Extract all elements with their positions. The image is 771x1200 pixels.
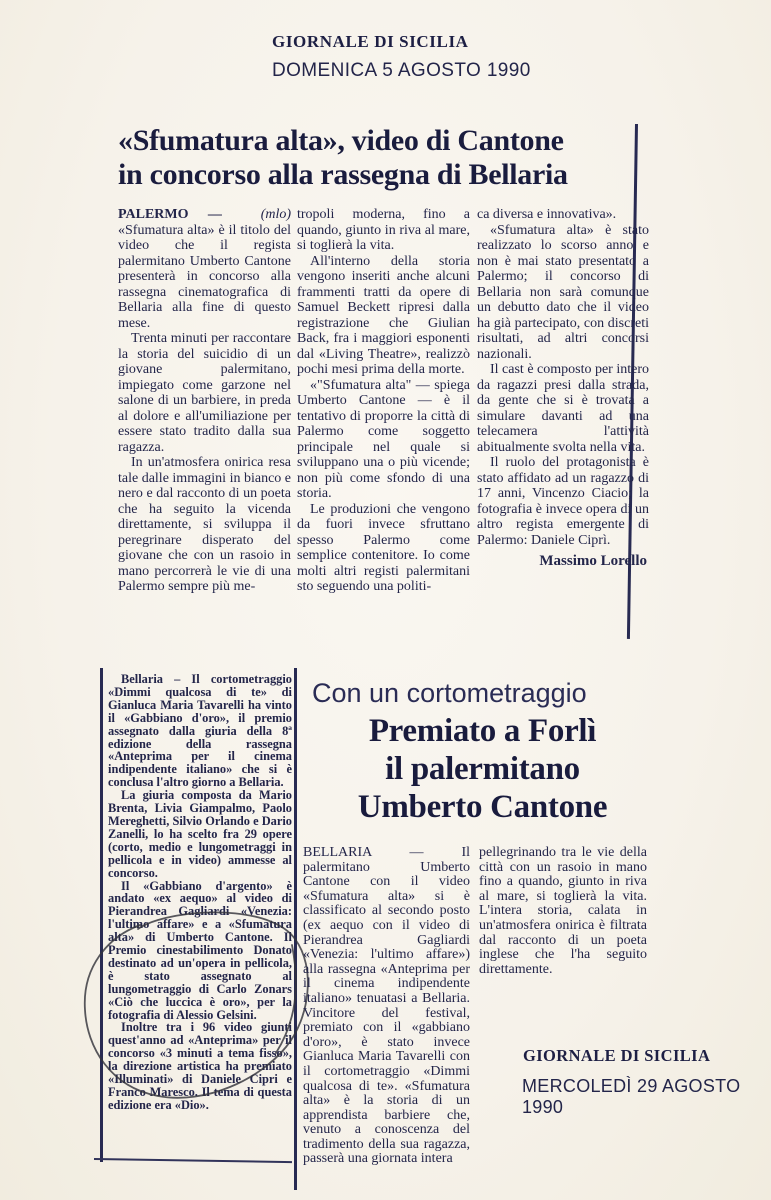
article-paragraph: Il ruolo del protagonista è stato affidato ad un ragazzo di 17 anni, Vincenzo Ciacio; la fotografia è invece opera di un altro regista emergente di Palermo: Daniele Ciprì. [477,455,649,548]
article-paragraph: Le produzioni che vengono da fuori invece sfruttano spesso Palermo come semplice contenitore. Io come molti altri registi palermitani sto seguendo una politi- [297,501,470,594]
article-paragraph: La giuria composta da Mario Brenta, Livia Giampalmo, Paolo Mereghetti, Silvio Orlando e Dario Zanelli, lo ha scelto fra 29 opere (corto, medio e lungometraggi in pellicola e in video) ammesse al concorso. [108,788,292,880]
agency-sig: (mlo) [260,207,292,222]
article-paragraph: Trenta minuti per raccontare la storia del suicidio di un giovane palermitano, impiegato come garzone nel salone di un barbiere, in preda al dolore e all'umiliazione per essere stato tradito dalla sua ragazza. [118,331,291,455]
article3-headline-line1: Premiato a Forlì [368,713,597,749]
masthead-title: GIORNALE DI SICILIA [272,32,469,51]
article1-column-2 [297,207,470,595]
article-paragraph: Bellaria – Il cortometraggio «Dimmi qualcosa di te» di Gianluca Maria Tavarelli ha vinto il «Gabbiano d'oro», il premio assegnato dalla giuria della 8ª edizione della rassegna «Anteprima per il cinema indipendente italiano» che si è conclusa l'altro giorno a Bellaria. [108,672,292,790]
article3-column-2 [479,846,647,977]
article-paragraph: Il cast è composto per intero da ragazzi presi dalla strada, da gente che si è trovata a simulare davanti ad una telecamera l'attività abitualmente svolta nella vita. [477,362,650,455]
masthead-date: DOMENICA 5 AGOSTO 1990 [272,60,531,81]
article-paragraph: Inoltre tra i 96 video giunti quest'anno ad «Anteprima» per il concorso «3 minuti a tema fisso», la direzione artistica ha premiato «Illuminati» di Daniele Cipri e Franco Maresco. Il tema di questa edizione era «Dio». [108,1020,292,1112]
article1-column-1 [118,207,291,595]
dateline: PALERMO — [118,207,222,222]
article2-column [108,673,292,1112]
article-paragraph: Il «Gabbiano d'argento» è andato «ex aequo» al video di Pierandrea Gagliardi «Venezia: l'ultimo affare» e a «Sfumatura alta» di Umberto Cantone. Il Premio cinestabilimento Donato destinato ad un'opera in pellicola, è stato assegnato al lungometraggio di Carlo Zonars «Ciò che luccica è oro», per la fotografia di Alessio Gelsini. [108,878,292,1022]
article-paragraph [118,207,291,331]
article1-column-3 [477,207,649,570]
article-paragraph: In un'atmosfera onirica resa tale dalle immagini in bianco e nero e dal racconto di un poeta che ha seguito la vicenda direttamente, si sviluppa il peregrinare disperato del giovane che con un rasoio in mano percorrerà le vie di una Palermo sempre più me- [118,455,291,594]
article2-article3-separator-rule [294,668,297,1190]
article1-headline-line1: «Sfumatura alta», video di Cantone [118,124,564,157]
article3-column-1 [303,846,470,1167]
article2-bottom-rule [94,1158,292,1163]
article2-left-rule [100,668,103,1162]
article1-byline: Massimo Lorello [539,553,647,569]
article-paragraph: tropoli moderna, fino a quando, giunto in riva al mare, si toglierà la vita. [297,207,470,253]
article3-headline-line2: il palermitano [385,751,580,787]
article-paragraph: pellegrinando tra le vie della città con un rasoio in mano fino a quando, giunto in riva al mare, si toglierà la vita. L'intera storia, calata in un'atmosfera onirica è filtrata dal racconto di un poeta inglese che l'ha seguito direttamente. [479,845,647,977]
article-paragraph: BELLARIA — Il palermitano Umberto Cantone con il video «Sfumatura alta» si è classificato al secondo posto (ex aequo con il video di Pierandrea Gagliardi «Venezia: l'ultimo affare») alla rassegna «Anteprima per il cinema indipendente italiano» tenuatasi a Bellaria. Vincitore del festival, premiato con il «gabbiano d'oro», è stato invece Gianluca Maria Tavarelli con il cortometraggio «Dimmi qualcosa di te». «Sfumatura alta» è la storia di un apprendista barbiere che, venuto a conoscenza del tradimento della sua ragazza, passerà una giornata intera [303,845,470,1167]
article1-headline-line2: in concorso alla rassegna di Bellaria [118,158,568,191]
article3-headline-line3: Umberto Cantone [357,789,608,825]
article3-headline [305,712,660,826]
article-paragraph: All'interno della storia vengono inseriti anche alcuni frammenti tratti da opere di Samuel Beckett ripresi dalla registrazione che Giulian Back, fra i maggiori esponenti dal «Living Theatre», realizzò pochi mesi prima della morte. [297,253,470,377]
lead-text: «Sfumatura alta» è il titolo del video che il regista palermitano Umberto Cantone presenterà in concorso alla rassegna cinematografica di Bellaria alla fine di questo mese. [118,222,291,331]
credit-masthead: GIORNALE DI SICILIA [523,1046,711,1065]
article-paragraph: «Sfumatura alta» è stato realizzato lo scorso anno e non è mai stato presentato a Palermo; il concorso di Bellaria non sarà comunque un debutto dato che il video ha già partecipato, con discreti risultati, ad altri concorsi nazionali. [477,222,649,362]
credit-date: MERCOLEDÌ 29 AGOSTO 1990 [522,1076,741,1117]
article-paragraph: ca diversa e innovativa». [477,207,617,222]
article1-headline [118,124,648,192]
article-paragraph: «"Sfumatura alta" — spiega Umberto Cantone — è il tentativo di proporre la città di Palermo come soggetto principale nel quale si sviluppano una o più vicende; non più come sfondo di una storia. [297,377,470,501]
article3-kicker: Con un cortometraggio [312,678,587,708]
